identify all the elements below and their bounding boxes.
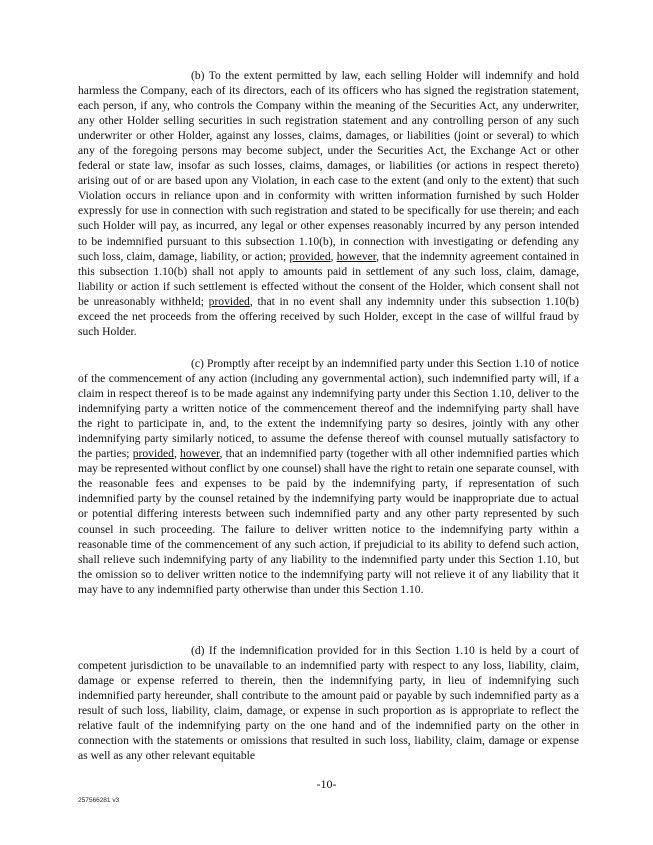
provided-term: provided [289,249,331,263]
paragraph-d: (d) If the indemnification provided for in this Section 1.10 is held by a court of competent jurisdiction to be unavailable to an indemnified party with respect to any loss, liability, claim, damage or expense referred to therein, then the indemnifying party, in lieu of indemnifying such indemnified party hereunder, shall contribute to the amount paid or payable by such indemnified party as a result of such loss, liability, claim, damage, or expense in such proportion as is appropriate to reflect the relative fault of the indemnifying party on the one hand and of the indemnified party on the other in connection with the statements or omissions that resulted in such loss, liability, claim, damage or expense as well as any other relevant equitable [78,644,579,763]
provided-term: provided [132,447,174,461]
however-term: however [180,447,220,461]
paragraph-c: (c) Promptly after receipt by an indemnified party under this Section 1.10 of notice of the commencement of any action (including any governmental action), such indemnified party will, if a claim in respect thereof is to be made against any indemnifying party under this Section 1.10, deliver to the indemnifying party a written notice of the commencement thereof and the indemnifying party shall have the right to participate in, and, to the extent the indemnifying party so desires, jointly with any other indemnifying party similarly noticed, to assume the defense thereof with counsel mutually satisfactory to the parties; provided, however, that an indemnified party (together with all other indemnified parties which may be represented without conflict by one counsel) shall have the right to retain one separate counsel, with the reasonable fees and expenses to be paid by the indemnifying party, if representation of such indemnified party by the counsel retained by the indemnifying party would be inappropriate due to actual or potential differing interests between such indemnified party and any other party represented by such counsel in such proceeding. The failure to deliver written notice to the indemnifying party within a reasonable time of the commencement of any such action, if prejudicial to its ability to defend such action, shall relieve such indemnifying party of any liability to the indemnified party under this Section 1.10, but the omission so to deliver written notice to the indemnifying party will not relieve it of any liability that it may have to any indemnified party otherwise than under this Section 1.10. [78,357,580,596]
document-id: 257566281 v3 [78,797,120,804]
page-number: -10- [316,777,337,791]
provided-term: provided [208,294,250,308]
paragraph-b: (b) To the extent permitted by law, each selling Holder will indemnify and hold harmless the Company, each of its directors, each of its officers who has signed the registration statement, each person, if any, who controls the Company within the meaning of the Securities Act, any underwriter, any other Holder selling securities in such registration statement and any controlling person of any such underwriter or other Holder, against any losses, claims, damages, or liabilities (joint or several) to which any of the foregoing persons may become subject, under the Securities Act, the Exchange Act or other federal or state law, insofar as such losses, claims, damages, or liabilities (or actions in respect thereto) arising out of or are based upon any Violation, in each case to the extent (and only to the extent) that such Violation occurs in reliance upon and in conformity with written information furnished by such Holder expressly for use in connection with such registration and stated to be specifically for use therein; and each such Holder will pay, as incurred, any legal or other expenses reasonably incurred by any person intended to be indemnified pursuant to this subsection 1.10(b), in connection with investigating or defending any such loss, claim, damage, liability, or action; provided, however, that the indemnity agreement contained in this subsection 1.10(b) shall not apply to amounts paid in settlement of any such loss, claim, damage, liability or action if such settlement is effected without the consent of the Holder, which consent shall not be unreasonably withheld; provided, that in no event shall any indemnity under this subsection 1.10(b) exceed the net proceeds from the offering received by such Holder, except in the case of willful fraud by such Holder. [78,69,580,338]
however-term: however [336,249,377,263]
